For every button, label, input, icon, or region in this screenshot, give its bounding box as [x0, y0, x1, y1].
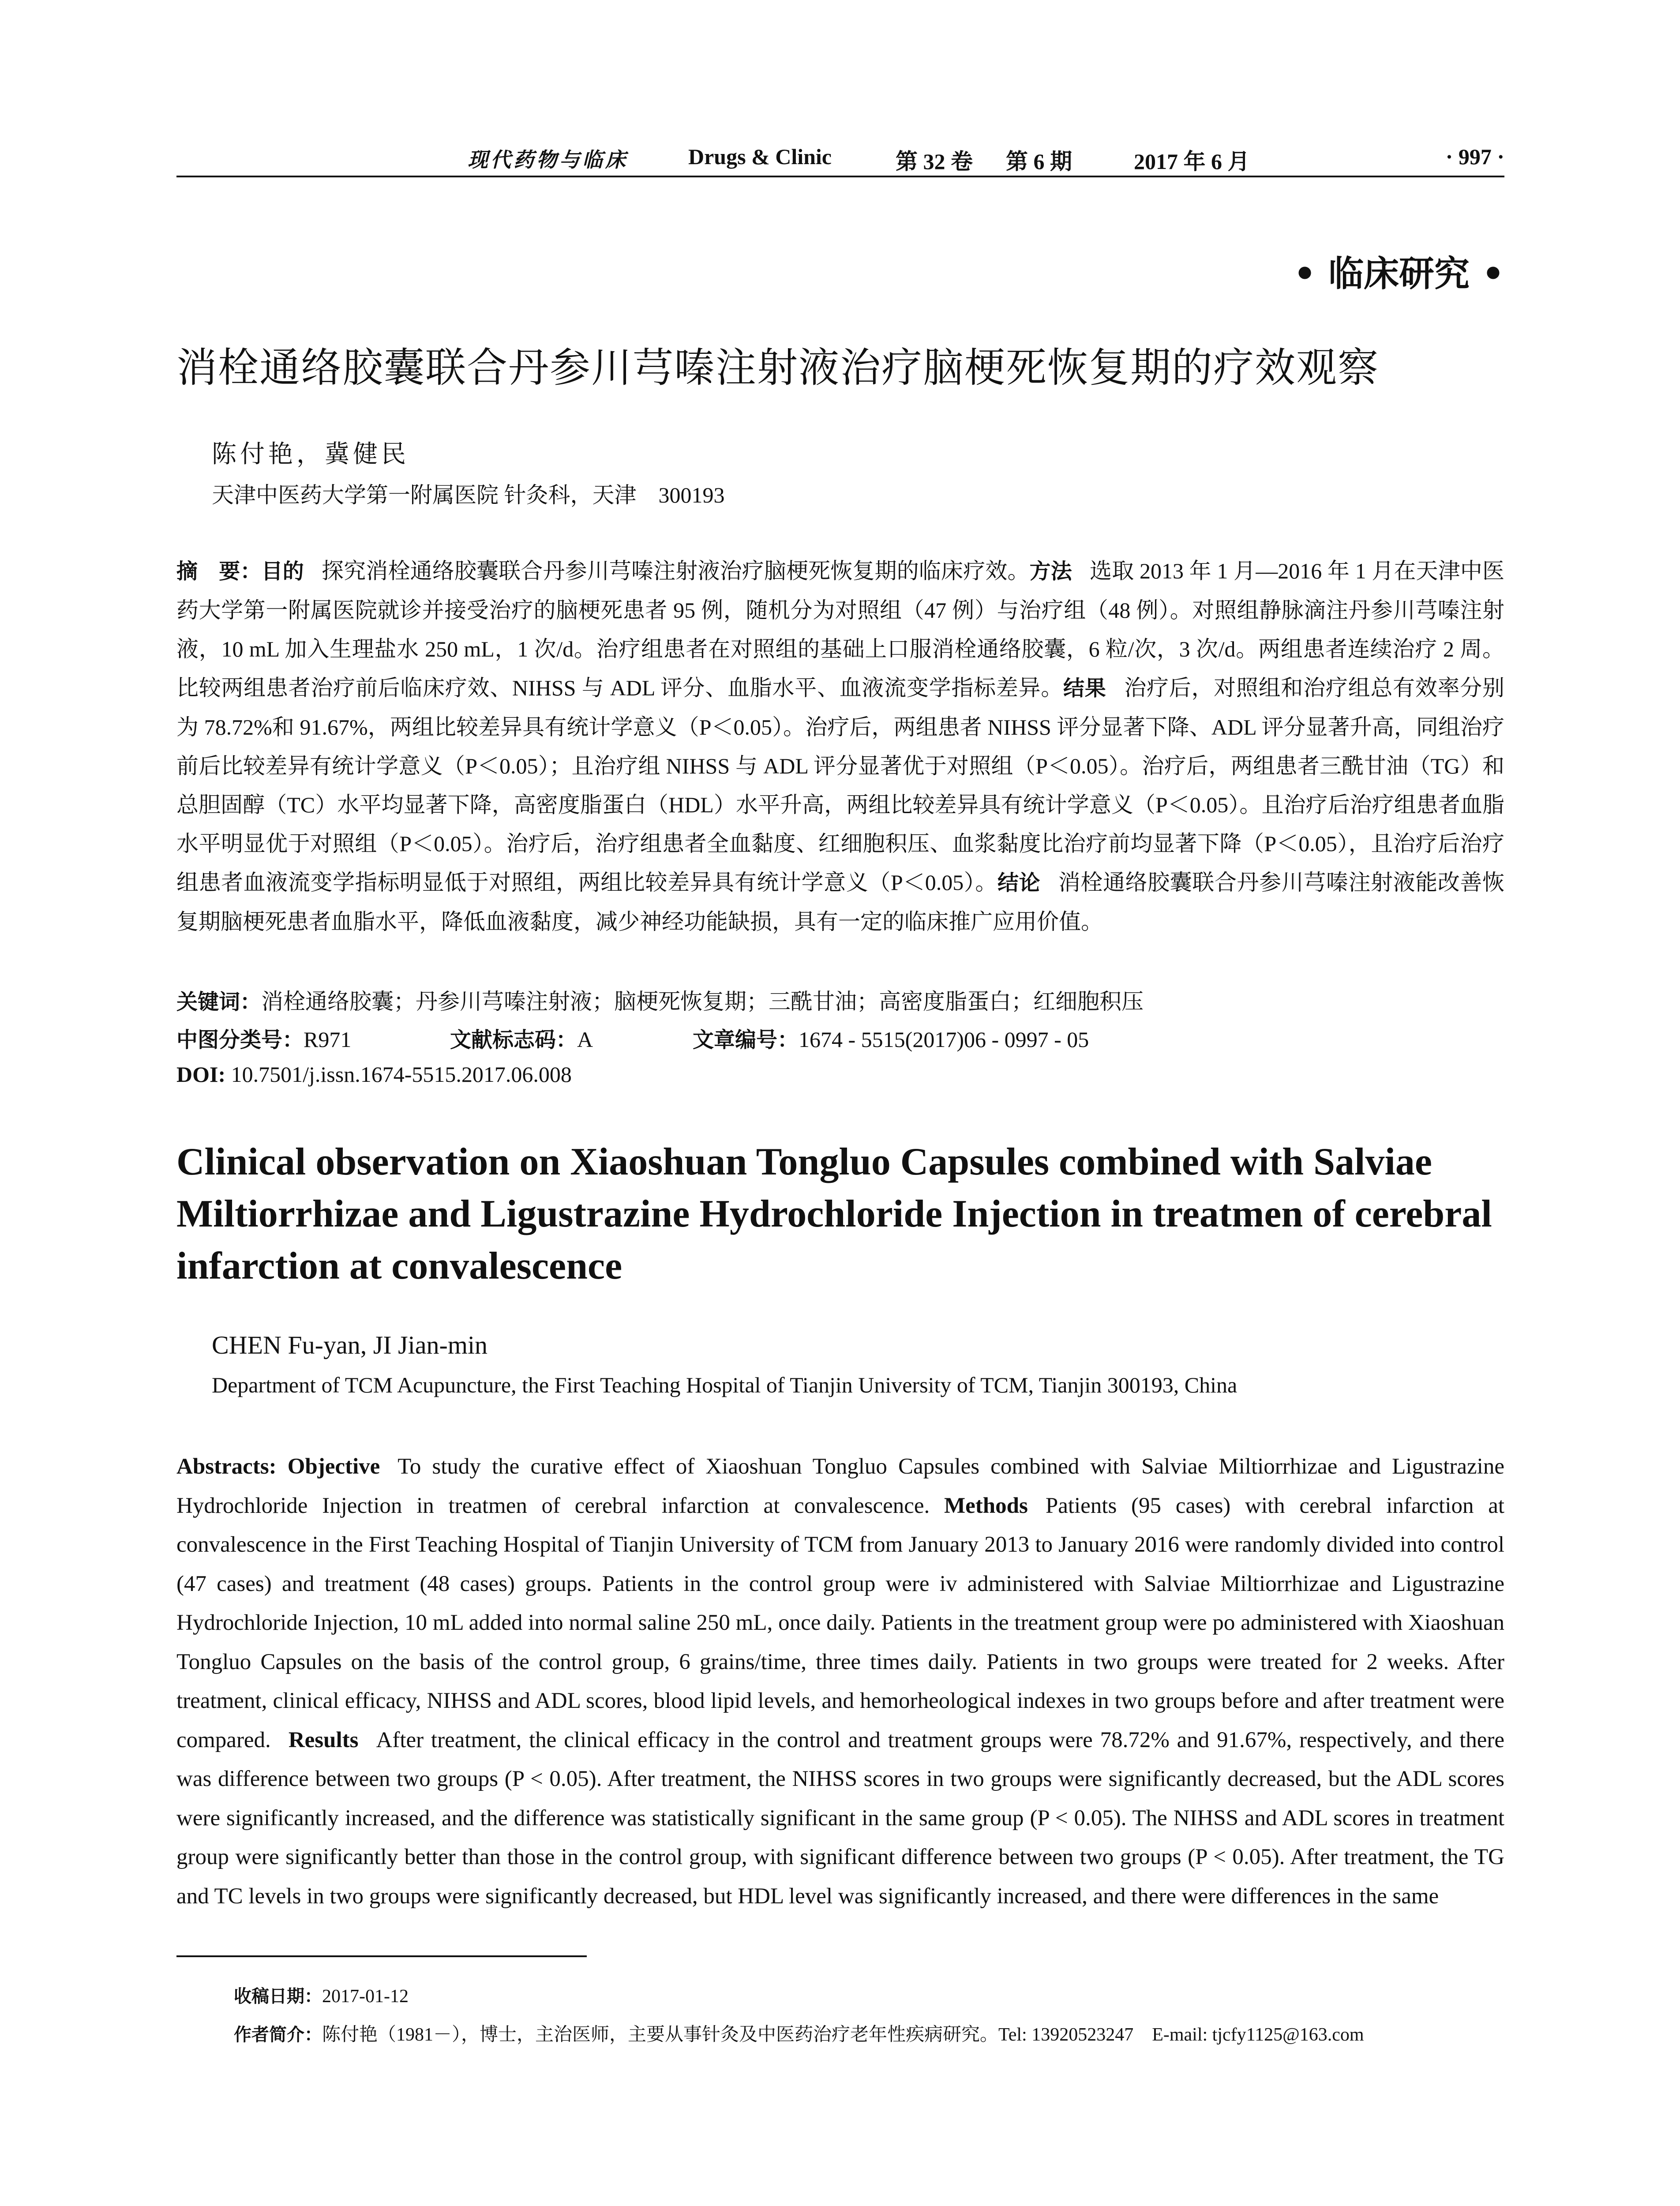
methods-text-en: Patients (95 cases) with cerebral infarction at convalescence in the First Teaching Hospital of Tianjin University of TCM from January 2013 to January 2016 were randomly divided into control (47 cases) and treatment (48 cases) groups. Patients in the control group were iv administered with Salviae Miltiorrhizae and Ligustrazine Hydrochloride Injection, 10 mL added into normal saline 250 mL, once daily. Patients in the treatment group were po administered with Xiaoshuan Tongluo Capsules on the basis of the control group, 6 grains/time, three times daily. Patients in two groups were treated for 2 weeks. After treatment, clinical efficacy, NIHSS and ADL scores, blood lipid levels, and hemorheological indexes in two groups before and after treatment were compared.	[176, 1493, 1504, 1752]
abstract-label-en: Abstracts:	[176, 1454, 277, 1479]
authors-cn: 陈付艳，冀健民	[212, 441, 409, 468]
clc-value: R971	[304, 1027, 352, 1052]
doi-label: DOI:	[176, 1062, 226, 1087]
footnote-divider	[176, 1955, 587, 1957]
clc-label: 中图分类号：	[176, 1028, 304, 1052]
objective-text-cn: 探究消栓通络胶囊联合丹参川芎嗪注射液治疗脑梗死恢复期的临床疗效。	[321, 559, 1030, 583]
authors-en: CHEN Fu-yan, JI Jian-min	[212, 1331, 488, 1359]
methods-label-cn: 方法	[1029, 559, 1072, 584]
clc-item	[176, 1023, 351, 1053]
doi-line	[176, 1062, 572, 1087]
methods-text-cn: 选取 2013 年 1 月—2016 年 1 月在天津中医药大学第一附属医院就诊并接受治疗的脑梗死患者 95 例，随机分为对照组（47 例）与治疗组（48 例）。对照组静脉滴注丹参川芎嗪注射液，10 mL 加入生理盐水 250 mL，1 次/d。治疗组患者在对照组的基础上口服消栓通络胶囊，6 粒/次，3 次/d。两组患者连续治疗 2 周。比较两组患者治疗前后临床疗效、NIHSS 与 ADL 评分、血脂水平、血液流变学指标差异。	[176, 559, 1504, 700]
keywords-text-cn: 消栓通络胶囊；丹参川芎嗪注射液；脑梗死恢复期；三酰甘油；高密度脂蛋白；红细胞积压	[261, 989, 1144, 1014]
results-text-en: After treatment, the clinical efficacy in the control and treatment groups were 78.72% and 91.67%, respectively, and there was difference between two groups (P < 0.05). After treatment, the NIHSS scores in two groups were significantly decreased, but the ADL scores were significantly increased, and the difference was statistically significant in the same group (P < 0.05). The NIHSS and ADL scores in treatment group were significantly better than those in the control group, with significant difference between two groups (P < 0.05). After treatment, the TG and TC levels in two groups were significantly decreased, but HDL level was significantly increased, and there were differences in the same	[176, 1727, 1504, 1909]
bio-label: 作者简介：	[234, 2025, 322, 2045]
conclusion-label-cn: 结论	[997, 870, 1041, 895]
article-number-item	[693, 1023, 1089, 1053]
running-header	[176, 140, 1504, 177]
objective-text-en: To study the curative effect of Xiaoshuan Tongluo Capsules combined with Salviae Miltiorrhizae and Ligustrazine Hydrochloride Injection in treatmen of cerebral infarction at convalescence.	[176, 1454, 1504, 1518]
article-title-cn: 消栓通络胶囊联合丹参川芎嗪注射液治疗脑梗死恢复期的疗效观察	[176, 344, 1380, 391]
footnote-author-bio	[234, 2020, 1364, 2046]
doc-code-item	[450, 1023, 593, 1053]
methods-label-en: Methods	[944, 1493, 1028, 1518]
footnote-received	[234, 1982, 409, 2007]
results-text-cn: 治疗后，对照组和治疗组总有效率分别为 78.72%和 91.67%，两组比较差异具有统计学意义（P＜0.05）。治疗后，两组患者 NIHSS 评分显著下降、ADL 评分显著升高，同组治疗前后比较差异有统计学意义（P＜0.05）；且治疗组 NIHSS 与 ADL 评分显著优于对照组（P＜0.05）。治疗后，两组患者三酰甘油（TG）和总胆固醇（TC）水平均显著下降，高密度脂蛋白（HDL）水平升高，两组比较差异具有统计学意义（P＜0.05）。且治疗后治疗组患者血脂水平明显优于对照组（P＜0.05）。治疗后，治疗组患者全血黏度、红细胞积压、血浆黏度比治疗前均显著下降（P＜0.05），且治疗后治疗组患者血液流变学指标明显低于对照组，两组比较差异具有统计学意义（P＜0.05）。	[176, 675, 1504, 895]
doc-code-label: 文献标志码：	[450, 1028, 578, 1052]
abstract-en	[176, 1447, 1504, 1916]
article-number-value: 1674 - 5515(2017)06 - 0997 - 05	[799, 1027, 1089, 1052]
results-label-cn: 结果	[1063, 676, 1106, 701]
classification-line	[176, 1023, 1504, 1054]
results-label-en: Results	[288, 1727, 359, 1752]
article-page	[176, 0, 1504, 2206]
conclusion-text-cn: 消栓通络胶囊联合丹参川芎嗪注射液能改善恢复期脑梗死患者血脂水平，降低血液黏度，减少神经功能缺损，具有一定的临床推广应用价值。	[176, 870, 1504, 934]
bio-text: 陈付艳（1981－），博士，主治医师，主要从事针灸及中医药治疗老年性疾病研究。Tel: 13920523247 E-mail: tjcfy1125@163.com	[322, 2025, 1364, 2045]
doi-link[interactable]: 10.7501/j.issn.1674-5515.2017.06.008	[231, 1062, 572, 1087]
affiliation-cn: 天津中医药大学第一附属医院 针灸科，天津 300193	[212, 483, 725, 507]
section-label: • 临床研究 •	[1294, 253, 1504, 294]
journal-name-cn: 现代药物与临床	[468, 148, 628, 172]
abstract-cn	[176, 552, 1504, 941]
journal-name-en: Drugs & Clinic	[688, 144, 832, 169]
article-title-en: Clinical observation on Xiaoshuan Tongluo Capsules combined with Salviae Miltiorrhizae and Ligustrazine Hydrochloride Injection in treatmen of cerebral infarction at convalescence	[176, 1141, 1492, 1287]
article-number-label: 文章编号：	[693, 1028, 799, 1052]
issue: 第 6 期	[1006, 149, 1072, 174]
keywords-label-cn: 关键词：	[176, 990, 262, 1014]
doc-code-value: A	[577, 1027, 593, 1052]
page-number: · 997 ·	[1445, 144, 1504, 169]
volume: 第 32 卷	[896, 149, 973, 174]
received-label: 收稿日期：	[234, 1986, 322, 2007]
affiliation-en: Department of TCM Acupuncture, the First Teaching Hospital of Tianjin University of TCM, Tianjin 300193, China	[212, 1373, 1238, 1397]
abstract-label-cn: 摘 要：	[176, 559, 262, 584]
objective-label-en: Objective	[287, 1454, 380, 1479]
publication-date: 2017 年 6 月	[1134, 149, 1250, 174]
received-date: 2017-01-12	[322, 1986, 409, 2007]
objective-label-cn: 目的	[261, 559, 304, 584]
keywords-cn	[176, 984, 1504, 1016]
